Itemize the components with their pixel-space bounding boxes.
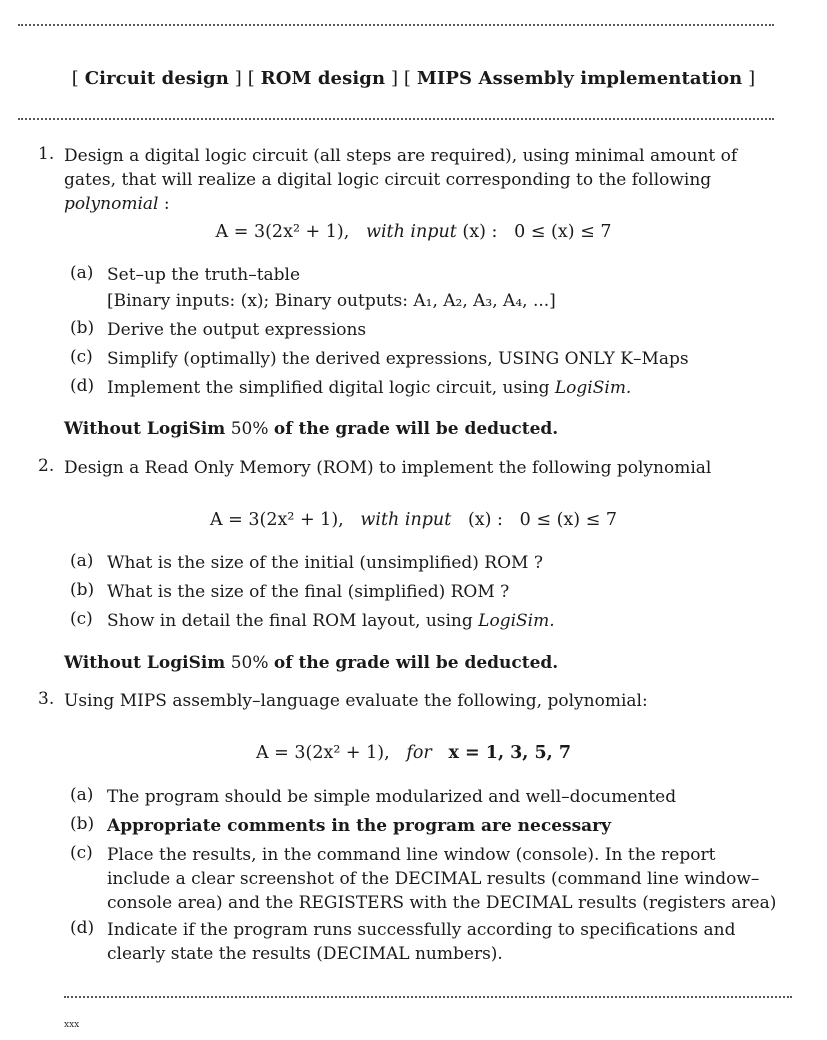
q2-intro: Design a Read Only Memory (ROM) to implement the following polynomial: [64, 458, 712, 478]
q3-item-c-label: (c): [70, 843, 93, 863]
q1-item-a-label: (a): [70, 263, 94, 283]
q2-item-c-label: (c): [70, 609, 93, 629]
q1-warning: Without LogiSim 50% of the grade will be deducted.: [64, 419, 559, 439]
section-header: [ Circuit design ] [ ROM design ] [ MIPS Assembly implementation ]: [71, 68, 756, 89]
q2-item-a-label: (a): [70, 551, 94, 571]
footer-text: xxx: [64, 1020, 80, 1030]
q3-equation: A = 3(2x² + 1), for x = 1, 3, 5, 7: [255, 743, 572, 763]
q3-item-a-label: (a): [70, 785, 94, 805]
q2-equation: A = 3(2x² + 1), with input (x) : 0 ≤ (x) ≤ 7: [209, 510, 618, 530]
q1-number: 1.: [38, 144, 55, 164]
q1-item-b: Derive the output expressions: [107, 320, 367, 340]
q3-item-d-label: (d): [70, 918, 95, 938]
q2-item-b: What is the size of the final (simplified) ROM ?: [107, 582, 510, 602]
q1-item-c-label: (c): [70, 347, 93, 367]
header-mips: MIPS Assembly implementation: [416, 68, 743, 89]
header-dotted-rule: [18, 118, 774, 120]
q3-number: 3.: [38, 689, 55, 709]
q1-item-d: Implement the simplified digital logic circuit, using LogiSim.: [107, 378, 632, 398]
q2-warning: Without LogiSim 50% of the grade will be deducted.: [64, 653, 559, 673]
q3-item-d: Indicate if the program runs successfully according to specifications and clearly state the results (DECIMAL numbers).: [107, 920, 736, 964]
header-circuit-design: Circuit design: [84, 68, 229, 89]
q1-item-a: Set–up the truth–table: [107, 265, 301, 285]
q2-number: 2.: [38, 456, 55, 476]
q2-item-c: Show in detail the final ROM layout, using LogiSim.: [107, 611, 555, 631]
q1-item-a-detail: [Binary inputs: (x); Binary outputs: A₁, A₂, A₃, A₄, ...]: [107, 291, 556, 311]
q3-item-a: The program should be simple modularized and well–documented: [107, 787, 677, 807]
q1-item-c: Simplify (optimally) the derived expressions, USING ONLY K–Maps: [107, 349, 689, 369]
q2-item-a: What is the size of the initial (unsimplified) ROM ?: [107, 553, 543, 573]
bottom-dotted-rule: [64, 996, 792, 998]
q2-item-b-label: (b): [70, 580, 95, 600]
q1-item-d-label: (d): [70, 376, 95, 396]
q3-intro: Using MIPS assembly–language evaluate the following, polynomial:: [64, 691, 648, 711]
q3-item-c: Place the results, in the command line window (console). In the report include a clear screenshot of the DECIMAL results (command line window–console area) and the REGISTERS with the DECIMAL results (registers area): [107, 845, 777, 913]
header-rom-design: ROM design: [260, 68, 386, 89]
q1-equation: A = 3(2x² + 1), with input (x) : 0 ≤ (x) ≤ 7: [215, 222, 612, 242]
q3-item-b: Appropriate comments in the program are necessary: [107, 816, 612, 836]
q1-item-b-label: (b): [70, 318, 95, 338]
q1-intro: Design a digital logic circuit (all steps are required), using minimal amount of gates, that will realize a digital logic circuit corresponding to the following polynomial :: [64, 146, 738, 214]
q3-item-b-label: (b): [70, 814, 95, 834]
q1-polynomial-emphasis: polynomial: [64, 194, 159, 214]
top-dotted-rule: [18, 24, 774, 26]
